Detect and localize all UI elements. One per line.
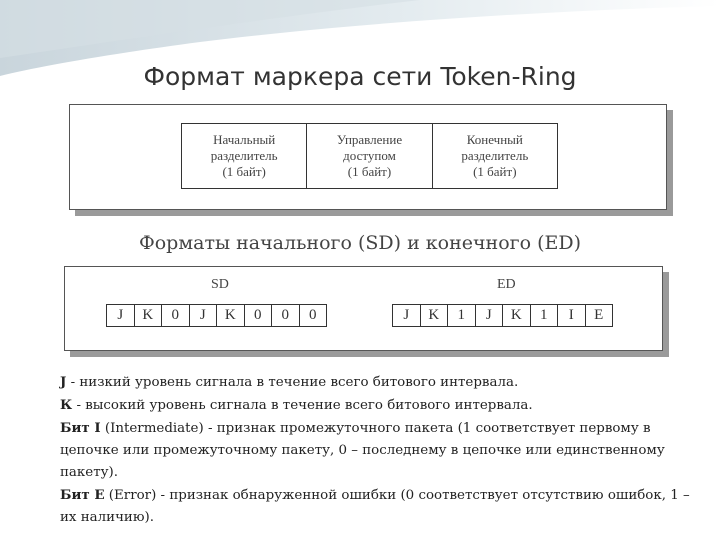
- sd-bit: 0: [245, 305, 273, 326]
- description-body: - высокий уровень сигнала в течение всего битового интервала.: [72, 398, 533, 413]
- token-frame-table: [181, 123, 558, 189]
- ed-bit: J: [476, 305, 504, 326]
- description-text: [60, 371, 700, 529]
- description-line: [60, 417, 700, 484]
- access-control-field: Управление доступом (1 байт): [307, 124, 432, 188]
- ed-bit: K: [503, 305, 531, 326]
- page-title: Формат маркера сети Token-Ring: [143, 62, 577, 91]
- delimiters-panel: [64, 266, 663, 351]
- description-line: [60, 484, 700, 529]
- start-delimiter-field: Начальный разделитель (1 байт): [182, 124, 307, 188]
- description-term: К: [60, 397, 73, 413]
- sd-bit: 0: [162, 305, 190, 326]
- ed-bit: J: [393, 305, 421, 326]
- ed-bit: 1: [448, 305, 476, 326]
- description-term: J: [60, 374, 67, 390]
- description-term: Бит Е: [60, 487, 105, 503]
- description-body: (Error) - признак обнаруженной ошибки (0 соответствует отсутствию ошибок, 1 – их наличию).: [60, 488, 690, 525]
- description-line: [60, 371, 700, 394]
- ed-bit: I: [558, 305, 586, 326]
- description-body: - низкий уровень сигнала в течение всего битового интервала.: [66, 375, 519, 390]
- ed-bit-row: [392, 304, 613, 327]
- ed-label: ED: [497, 277, 516, 292]
- sd-bit: 0: [272, 305, 300, 326]
- end-delimiter-field: Конечный разделитель (1 байт): [461, 132, 529, 179]
- delimiters-subtitle: Форматы начального (SD) и конечного (ED): [138, 232, 582, 254]
- token-frame-panel: [69, 104, 667, 210]
- sd-bit: J: [107, 305, 135, 326]
- sd-label: SD: [211, 277, 229, 292]
- ed-bit: K: [421, 305, 449, 326]
- description-term: Бит I: [60, 420, 101, 436]
- ed-bit: E: [594, 307, 604, 323]
- sd-bit: J: [190, 305, 218, 326]
- sd-bit: 0: [309, 307, 317, 323]
- sd-bit: K: [217, 305, 245, 326]
- sd-bit-row: [106, 304, 327, 327]
- sd-bit: K: [135, 305, 163, 326]
- description-body: (Intermediate) - признак промежуточного пакета (1 соответствует первому в цепочке или промежуточному пакету, 0 – последнему в цепочке или единственному пакету).: [60, 421, 665, 480]
- ed-bit: 1: [531, 305, 559, 326]
- description-line: [60, 394, 700, 417]
